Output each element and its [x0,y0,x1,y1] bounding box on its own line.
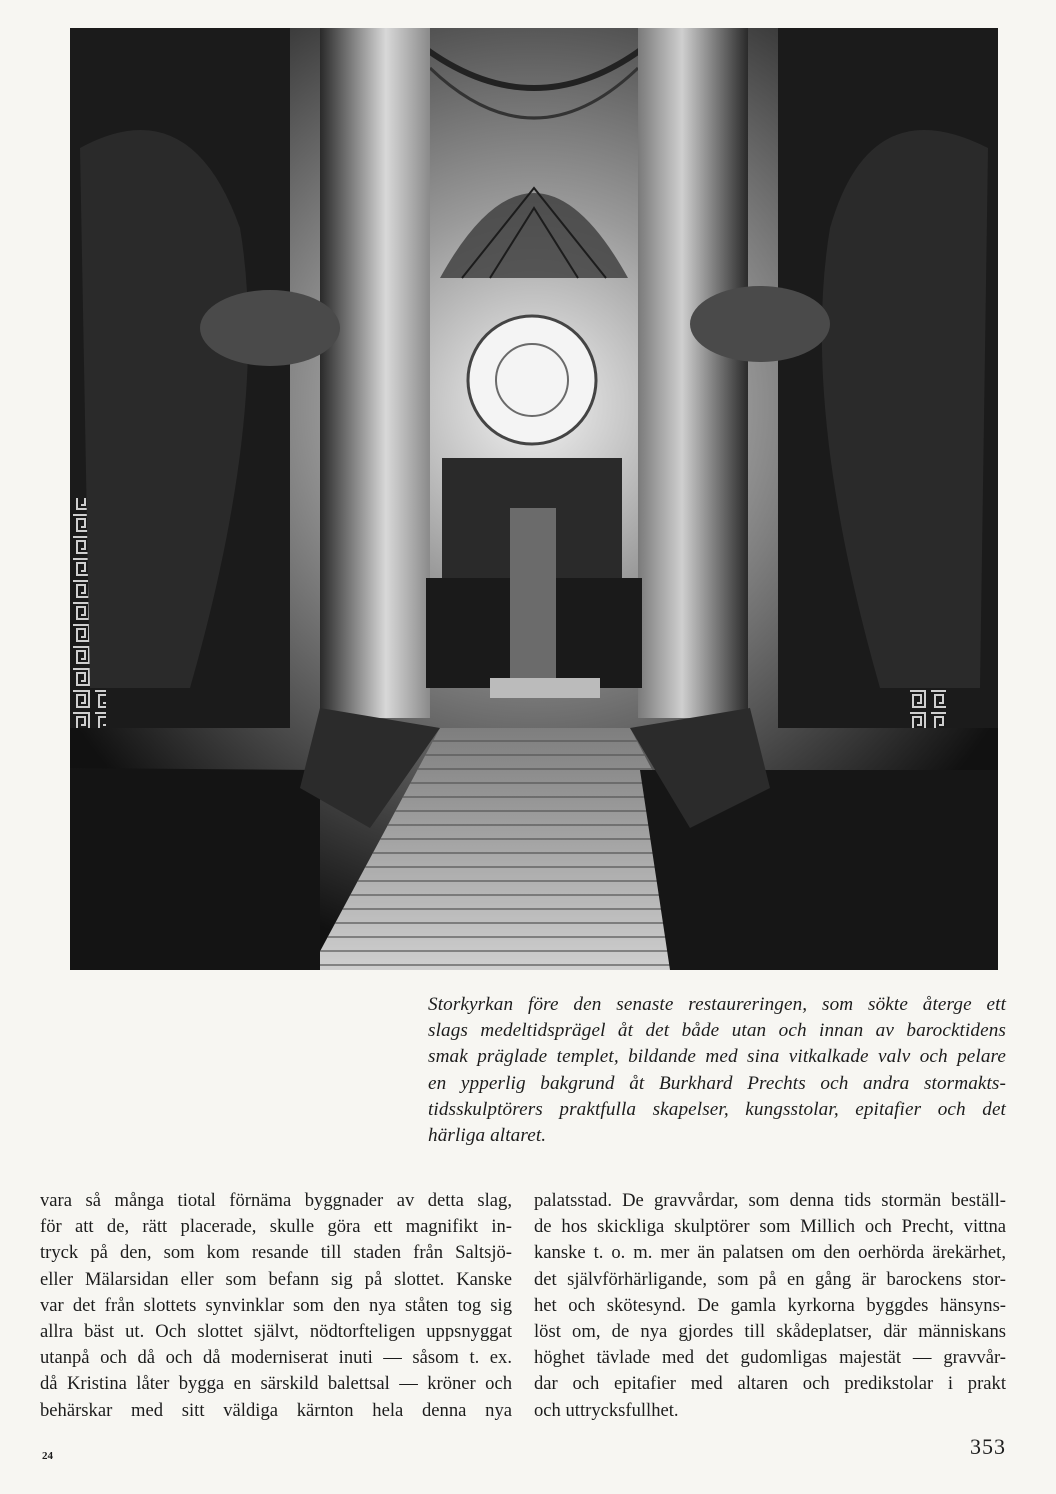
body-line: och uttrycksfullhet. [534,1399,679,1421]
body-line: dar och epitafier med altaren och predikstolar i prakt [534,1373,1006,1395]
page-number: 353 [970,1434,1006,1459]
body-line: det självförhärligande, som på en gång är barockens stor- [534,1268,1006,1290]
body-line: de hos skickliga skulptörer som Millich och Precht, vittna [534,1216,1006,1238]
body-line: eller Mälarsidan eller som befann sig på slottet. Kanske [40,1268,512,1290]
body-line: höghet tävlade med det gudomligas majestät — gravvår- [534,1347,1006,1369]
caption-line: tidsskulptörers praktfulla skapelser, kungsstolar, epitafier och det [428,1098,1006,1120]
caption-line: Storkyrkan före den senaste restaureringen, som sökte återge ett [428,994,1006,1015]
body-line: het och skötesynd. De gamla kyrkorna byggdes hänsyns- [534,1294,1006,1316]
body-column-right [534,1188,1006,1424]
body-line: vara så många tiotal förnäma byggnader av detta slag, [40,1190,512,1211]
body-line: tryck på den, som kom resande till staden från Saltsjö- [40,1242,512,1264]
church-interior-photograph [70,28,998,970]
caption-line: smak präglade templet, bildande med sina vitkalkade valv och pelare [428,1046,1006,1068]
photo-caption [428,992,1006,1149]
body-line: då Kristina låter bygga en särskild balettsal — kröner och [40,1373,512,1395]
caption-line: härliga altaret. [428,1125,547,1147]
body-line: behärskar med sitt väldiga kärnton hela denna nya [40,1399,512,1421]
body-line: löst om, de nya gjordes till skådeplatser, där människans [534,1321,1006,1343]
caption-line: slags medeltidsprägel åt det både utan och innan av barocktidens [428,1020,1006,1042]
body-line: för att de, rätt placerade, skulle göra ett magnifikt in- [40,1216,512,1238]
body-line: kanske t. o. m. mer än palatsen om den oerhörda ärekärhet, [534,1242,1006,1264]
caption-line: en ypperlig bakgrund åt Burkhard Prechts och andra stormakts- [428,1072,1006,1094]
body-line: palatsstad. De gravvårdar, som denna tids stormän beställ- [534,1190,1006,1211]
body-line: utanpå och då och då moderniserat inuti — såsom t. ex. [40,1347,512,1369]
body-line: var det från slottets synvinklar som den nya ståten tog sig [40,1294,512,1316]
body-line: allra bäst ut. Och slottet självt, nödtorfteligen uppsnyggat [40,1321,512,1343]
body-column-left [40,1188,512,1424]
signature-mark: 24 [42,1450,53,1462]
